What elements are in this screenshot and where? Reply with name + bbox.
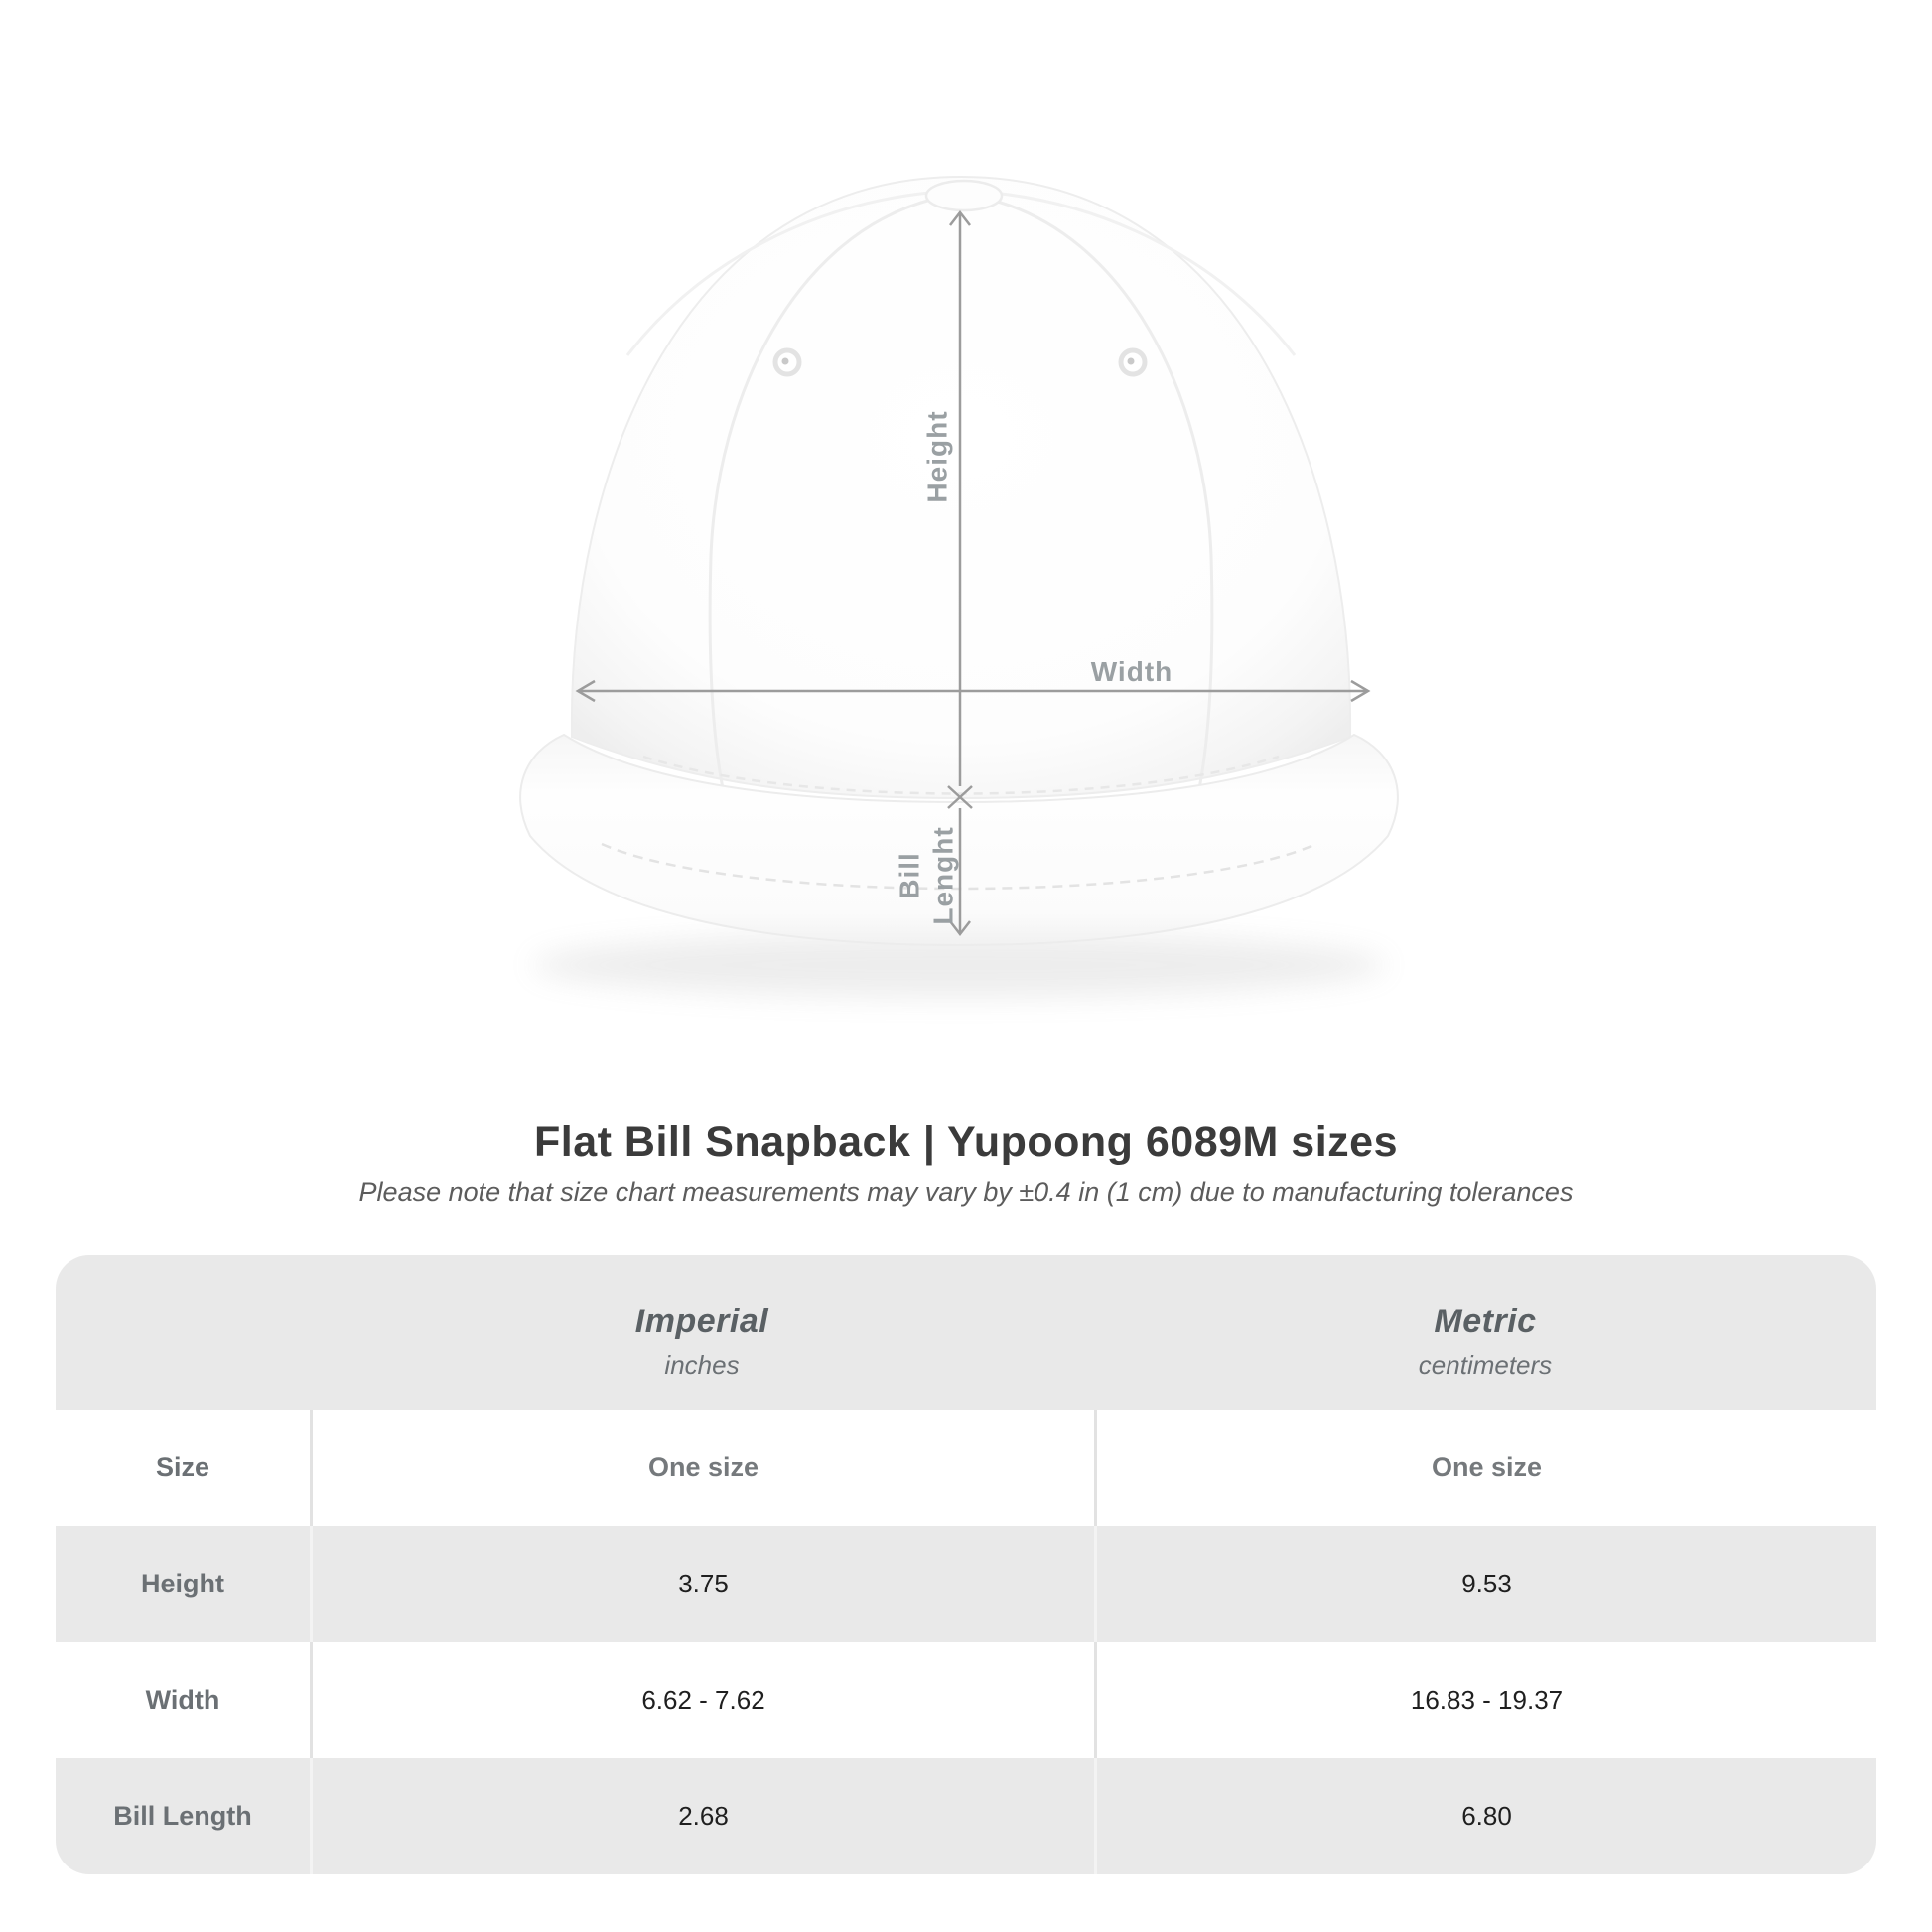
row-label: Width <box>145 1685 220 1715</box>
metric-column-title: Metric <box>1434 1302 1537 1340</box>
imperial-value: 6.62 - 7.62 <box>310 1642 1094 1758</box>
table-row-height <box>56 1526 1876 1642</box>
header-metric <box>1094 1255 1876 1410</box>
imperial-column-unit: inches <box>664 1349 740 1380</box>
metric-value: 9.53 <box>1094 1526 1876 1642</box>
row-label: Bill Length <box>113 1801 252 1831</box>
table-row-size <box>56 1410 1876 1526</box>
hat-eyelet-right <box>1121 350 1145 374</box>
height-dimension-label: Height <box>921 410 953 503</box>
bill-length-dimension-label-line1: Bill <box>894 852 925 899</box>
page-title: Flat Bill Snapback | Yupoong 6089M sizes <box>534 1118 1398 1166</box>
imperial-value: One size <box>310 1410 1094 1526</box>
imperial-column-title: Imperial <box>634 1302 769 1340</box>
imperial-value: 2.68 <box>310 1758 1094 1874</box>
tolerance-note: Please note that size chart measurements may vary by ±0.4 in (1 cm) due to manufacturing tolerances <box>358 1177 1574 1207</box>
table-row-width <box>56 1642 1876 1758</box>
metric-value: 16.83 - 19.37 <box>1094 1642 1876 1758</box>
metric-value: 6.80 <box>1094 1758 1876 1874</box>
header-imperial <box>310 1255 1094 1410</box>
size-chart-table <box>56 1255 1876 1874</box>
metric-value: One size <box>1094 1410 1876 1526</box>
table-header-row <box>56 1255 1876 1410</box>
width-dimension-label: Width <box>1090 656 1173 687</box>
imperial-value: 3.75 <box>310 1526 1094 1642</box>
header-spacer-cell <box>56 1255 310 1410</box>
hat-button <box>926 181 1002 210</box>
bill-length-dimension-label-line2: Lenght <box>927 826 959 925</box>
table-row-bill-length <box>56 1758 1876 1874</box>
metric-column-unit: centimeters <box>1418 1349 1553 1380</box>
row-label: Height <box>141 1569 224 1598</box>
hat-eyelet-left <box>775 350 799 374</box>
row-label: Size <box>155 1452 210 1482</box>
